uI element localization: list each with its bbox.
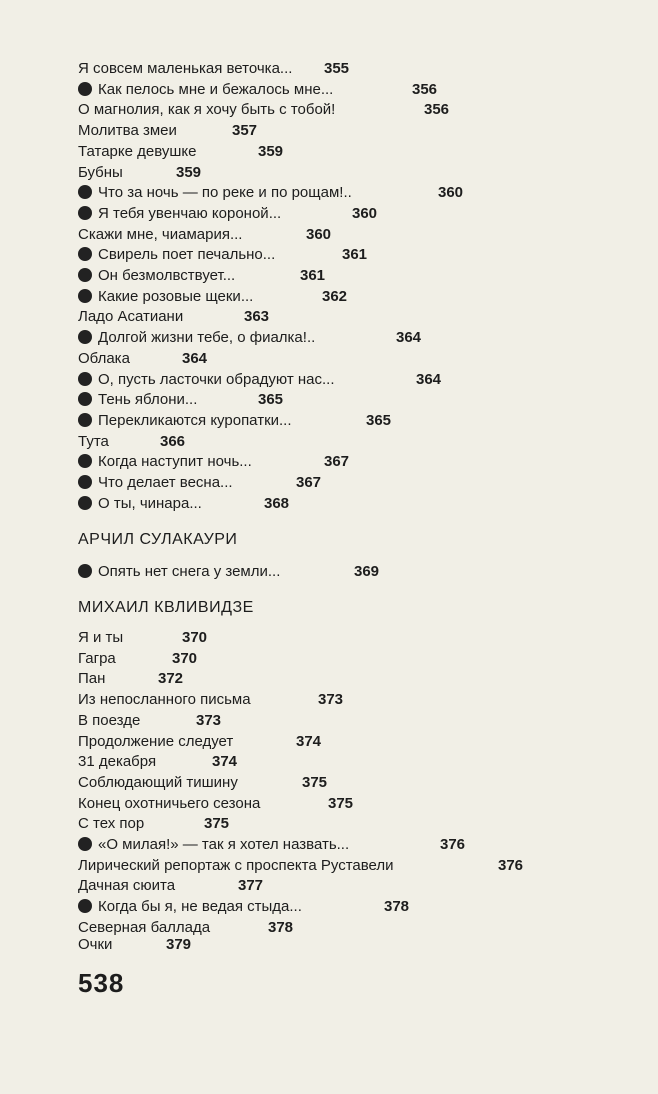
bullet-icon bbox=[78, 330, 92, 344]
entry-page: 361 bbox=[342, 246, 368, 263]
entry-page: 373 bbox=[318, 691, 344, 708]
toc-entry bbox=[78, 389, 284, 410]
entry-page: 363 bbox=[244, 308, 270, 325]
entry-page: 378 bbox=[268, 919, 294, 936]
toc-entry bbox=[78, 493, 290, 514]
entry-title: С тех пор bbox=[78, 815, 145, 832]
toc-entry bbox=[78, 934, 192, 955]
entry-title: Соблюдающий тишину bbox=[78, 774, 238, 791]
toc-entry bbox=[78, 793, 354, 814]
entry-title: Очки bbox=[78, 936, 113, 953]
toc-entry bbox=[78, 162, 202, 183]
entry-page: 359 bbox=[176, 164, 202, 181]
bullet-icon bbox=[78, 185, 92, 199]
entry-page: 368 bbox=[264, 495, 290, 512]
entry-page: 360 bbox=[438, 184, 464, 201]
toc-entry bbox=[78, 203, 378, 224]
entry-title: Долгой жизни тебе, о фиалка!.. bbox=[98, 329, 316, 346]
toc-entry bbox=[78, 58, 350, 79]
entry-title: Пан bbox=[78, 670, 106, 687]
entry-page: 375 bbox=[302, 774, 328, 791]
toc-entry bbox=[78, 306, 270, 327]
entry-page: 364 bbox=[396, 329, 422, 346]
toc-entry bbox=[78, 224, 332, 245]
entry-title: Опять нет снега у земли... bbox=[98, 563, 281, 580]
entry-page: 366 bbox=[160, 433, 186, 450]
entry-title: О, пусть ласточки обрадуют нас... bbox=[98, 371, 335, 388]
toc-entry bbox=[78, 451, 350, 472]
toc-entry bbox=[78, 431, 186, 452]
toc-entry bbox=[78, 896, 410, 917]
toc-entry bbox=[78, 79, 438, 100]
toc-entry bbox=[78, 327, 422, 348]
entry-page: 364 bbox=[416, 371, 442, 388]
entry-title: Он безмолвствует... bbox=[98, 267, 236, 284]
entry-title: Облака bbox=[78, 350, 130, 367]
toc-entry bbox=[78, 244, 368, 265]
entry-page: 360 bbox=[306, 226, 332, 243]
entry-title: Когда наступит ночь... bbox=[98, 453, 252, 470]
entry-page: 365 bbox=[258, 391, 284, 408]
entry-page: 361 bbox=[300, 267, 326, 284]
bullet-icon bbox=[78, 206, 92, 220]
toc-entry bbox=[78, 99, 450, 120]
entry-title: Какие розовые щеки... bbox=[98, 288, 254, 305]
bullet-icon bbox=[78, 564, 92, 578]
entry-title: Дачная сюита bbox=[78, 877, 176, 894]
page-number: 538 bbox=[78, 968, 125, 998]
entry-title: Ладо Асатиани bbox=[78, 308, 184, 325]
entry-page: 355 bbox=[324, 60, 350, 77]
entry-title: 31 декабря bbox=[78, 753, 157, 770]
entry-title: Лирический репортаж с проспекта Руставели bbox=[78, 857, 394, 874]
entry-title: Что за ночь — по реке и по рощам!.. bbox=[98, 184, 352, 201]
toc-entry bbox=[78, 141, 284, 162]
bullet-icon bbox=[78, 454, 92, 468]
toc-entry bbox=[78, 751, 238, 772]
entry-title: «О милая!» — так я хотел назвать... bbox=[98, 836, 350, 853]
toc-entry bbox=[78, 648, 198, 669]
entry-page: 370 bbox=[182, 629, 208, 646]
entry-title: О магнолия, как я хочу быть с тобой! bbox=[78, 101, 336, 118]
entry-page: 374 bbox=[212, 753, 238, 770]
bullet-icon bbox=[78, 372, 92, 386]
entry-title: О ты, чинара... bbox=[98, 495, 202, 512]
bullet-icon bbox=[78, 496, 92, 510]
entry-title: Перекликаются куропатки... bbox=[98, 412, 292, 429]
toc-entry bbox=[78, 348, 208, 369]
entry-page: 356 bbox=[424, 101, 450, 118]
entry-page: 378 bbox=[384, 898, 410, 915]
entry-page: 360 bbox=[352, 205, 378, 222]
entry-page: 377 bbox=[238, 877, 264, 894]
entry-page: 365 bbox=[366, 412, 392, 429]
entry-page: 379 bbox=[166, 936, 192, 953]
entry-page: 376 bbox=[440, 836, 466, 853]
entry-page: 364 bbox=[182, 350, 208, 367]
entry-page: 357 bbox=[232, 122, 258, 139]
entry-page: 362 bbox=[322, 288, 348, 305]
entry-title: Я и ты bbox=[78, 629, 124, 646]
toc-entry bbox=[78, 834, 466, 855]
entry-title: Бубны bbox=[78, 164, 123, 181]
bullet-icon bbox=[78, 392, 92, 406]
entry-title: Тута bbox=[78, 433, 109, 450]
toc-entry bbox=[78, 689, 344, 710]
entry-title: Из непосланного письма bbox=[78, 691, 251, 708]
entry-title: Свирель поет печально... bbox=[98, 246, 276, 263]
entry-title: Я совсем маленькая веточка... bbox=[78, 60, 293, 77]
toc-entry bbox=[78, 627, 208, 648]
bullet-icon bbox=[78, 247, 92, 261]
entry-page: 356 bbox=[412, 81, 438, 98]
toc-entry bbox=[78, 369, 442, 390]
entry-title: Как пелось мне и бежалось мне... bbox=[98, 81, 334, 98]
entry-page: 367 bbox=[296, 474, 322, 491]
bullet-icon bbox=[78, 899, 92, 913]
entry-title: Скажи мне, чиамария... bbox=[78, 226, 243, 243]
entry-page: 373 bbox=[196, 712, 222, 729]
entry-title: Я тебя увенчаю короной... bbox=[98, 205, 282, 222]
entry-page: 375 bbox=[328, 795, 354, 812]
bullet-icon bbox=[78, 475, 92, 489]
entry-page: 376 bbox=[498, 857, 524, 874]
bullet-icon bbox=[78, 289, 92, 303]
toc-entry bbox=[78, 813, 230, 834]
entry-title: Молитва змеи bbox=[78, 122, 177, 139]
toc-entry bbox=[78, 668, 184, 689]
entry-title: Продолжение следует bbox=[78, 733, 234, 750]
bullet-icon bbox=[78, 268, 92, 282]
toc-entry bbox=[78, 265, 326, 286]
toc-entry bbox=[78, 120, 258, 141]
entry-page: 369 bbox=[354, 563, 380, 580]
entry-page: 372 bbox=[158, 670, 184, 687]
toc-entry bbox=[78, 855, 524, 876]
toc-entry bbox=[78, 410, 392, 431]
bullet-icon bbox=[78, 837, 92, 851]
entry-page: 375 bbox=[204, 815, 230, 832]
bullet-icon bbox=[78, 82, 92, 96]
bullet-icon bbox=[78, 413, 92, 427]
entry-page: 374 bbox=[296, 733, 322, 750]
entry-title: Северная баллада bbox=[78, 919, 211, 936]
entry-title: Что делает весна... bbox=[98, 474, 233, 491]
entry-title: Тень яблони... bbox=[98, 391, 198, 408]
toc-entry bbox=[78, 472, 322, 493]
entry-page: 370 bbox=[172, 650, 198, 667]
author-heading: МИХАИЛ КВЛИВИДЗЕ bbox=[78, 599, 254, 616]
toc-entry bbox=[78, 710, 222, 731]
toc-entry bbox=[78, 731, 322, 752]
entry-title: Гагра bbox=[78, 650, 116, 667]
toc-entry bbox=[78, 182, 464, 203]
entry-page: 367 bbox=[324, 453, 350, 470]
toc-entry bbox=[78, 286, 348, 307]
entry-title: Когда бы я, не ведая стыда... bbox=[98, 898, 302, 915]
toc-entry bbox=[78, 875, 264, 896]
entry-page: 359 bbox=[258, 143, 284, 160]
toc-entry bbox=[78, 561, 380, 582]
toc-entry bbox=[78, 772, 328, 793]
entry-title: Татарке девушке bbox=[78, 143, 197, 160]
entry-title: Конец охотничьего сезона bbox=[78, 795, 261, 812]
entry-title: В поезде bbox=[78, 712, 141, 729]
author-heading: АРЧИЛ СУЛАКАУРИ bbox=[78, 531, 238, 548]
